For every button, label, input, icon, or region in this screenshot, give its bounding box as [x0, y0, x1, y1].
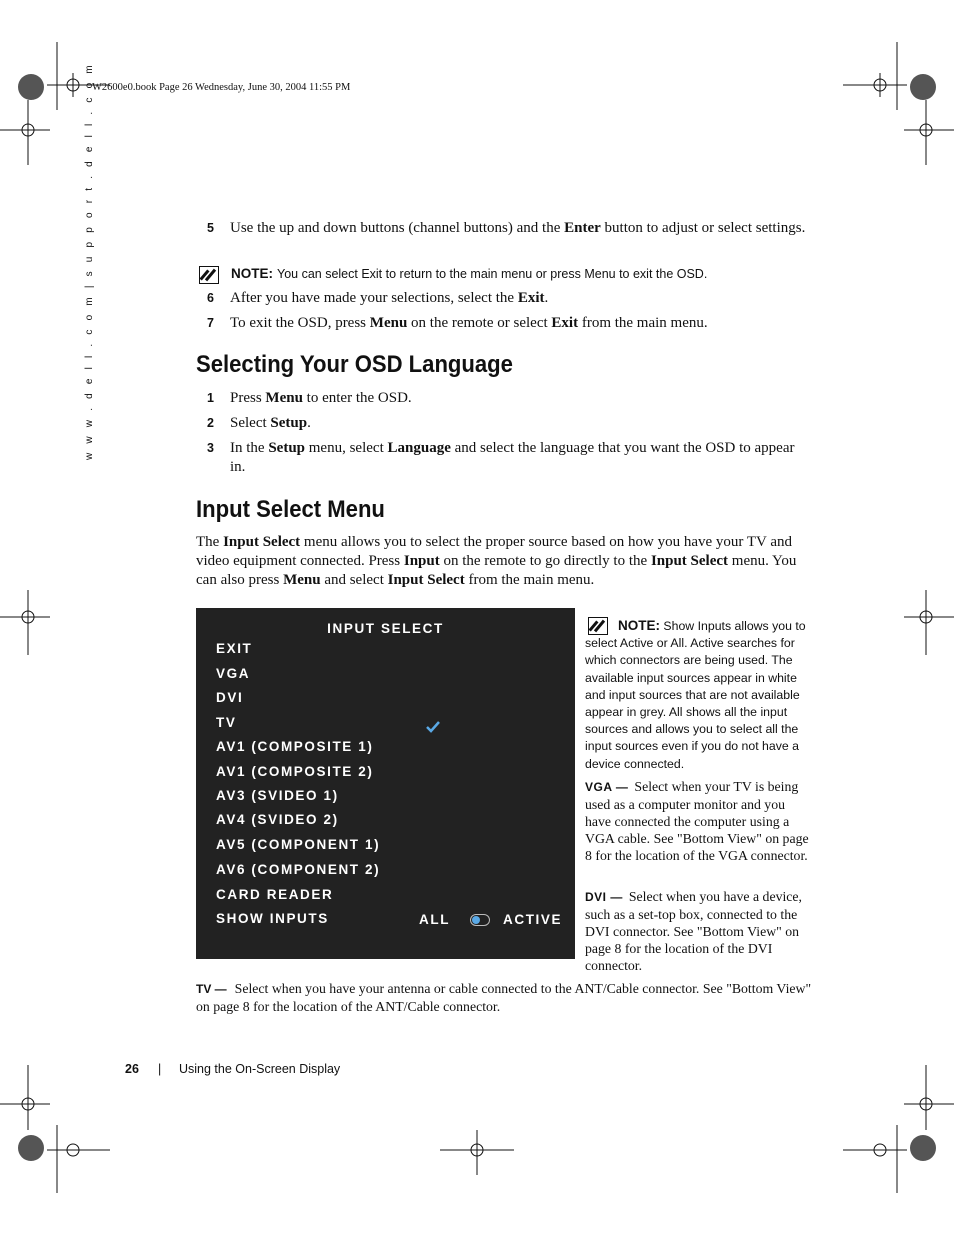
- desc-text: Select when your TV is being used as a computer monitor and you have connected the computer using a VGA cable. See "Bottom View" on page 8 for the location of the VGA connector.: [585, 779, 809, 863]
- osd-item-av6-component-2[interactable]: AV6 (COMPONENT 2): [216, 862, 381, 877]
- step-keyword: Enter: [564, 220, 601, 236]
- step-number: 6: [207, 291, 214, 305]
- osd-input-select-screen: [196, 608, 575, 959]
- page-number: 26: [125, 1062, 139, 1076]
- osd-item-av3-svideo-1[interactable]: AV3 (SVIDEO 1): [216, 788, 339, 803]
- step-text: .: [307, 415, 311, 431]
- para-text: on the remote to go directly to the: [439, 553, 651, 569]
- step-keyword: Exit: [551, 315, 579, 331]
- para-keyword: Input Select: [387, 572, 465, 588]
- osd-title: INPUT SELECT: [327, 621, 444, 636]
- osd-item-av5-component-1[interactable]: AV5 (COMPONENT 1): [216, 837, 381, 852]
- para-keyword: Input Select: [223, 534, 301, 550]
- step-text: to enter the OSD.: [302, 390, 412, 406]
- term-tv: TV —: [196, 982, 227, 996]
- section-heading-osd-language: Selecting Your OSD Language: [196, 351, 513, 378]
- toggle-icon[interactable]: [470, 914, 490, 926]
- para-text: and select: [320, 572, 388, 588]
- osd-item-tv[interactable]: TV: [216, 715, 237, 730]
- step-keyword: Exit: [517, 290, 545, 306]
- step-keyword: Menu: [265, 390, 303, 406]
- step-number: 3: [207, 441, 214, 455]
- para-text: from the main menu.: [464, 572, 595, 588]
- step-keyword: Setup: [268, 440, 306, 456]
- osd-item-av1-composite-1[interactable]: AV1 (COMPOSITE 1): [216, 739, 374, 754]
- osd-option-active[interactable]: ACTIVE: [503, 912, 563, 927]
- step-keyword: Language: [387, 440, 451, 456]
- step-keyword: Setup: [270, 415, 308, 431]
- sidebar-url: w w w . d e l l . c o m | s u p p o r t . d e l l . c o m: [84, 62, 95, 460]
- note-label: NOTE:: [231, 266, 273, 281]
- step-number: 5: [207, 221, 214, 235]
- step-text: Use the up and down buttons (channel buttons) and the: [230, 220, 565, 236]
- note-text: You can select Exit to return to the main menu or press Menu to exit the OSD.: [277, 267, 708, 281]
- para-text: menu. You can also press: [196, 553, 797, 588]
- step-text: menu, select: [305, 440, 388, 456]
- checkmark-icon: [426, 720, 440, 734]
- dvi-description: [585, 888, 813, 974]
- osd-item-dvi[interactable]: DVI: [216, 690, 244, 705]
- show-inputs-note: [585, 617, 813, 773]
- vga-description: [585, 778, 813, 864]
- term-vga: VGA —: [585, 780, 629, 794]
- osd-item-exit[interactable]: EXIT: [216, 641, 253, 656]
- step-text: from the main menu.: [578, 315, 708, 331]
- osd-item-show-inputs[interactable]: SHOW INPUTS: [216, 911, 329, 926]
- note-text: Show Inputs allows you to select Active or All. Active searches for which connectors are being used. The available input sources appear in white and input sources that are not available appear in grey. All shows all the input sources and allows you to select all the input sources even if you do not have a device connected.: [585, 619, 806, 771]
- step-text: button to adjust or select settings.: [600, 220, 806, 236]
- desc-text: Select when you have your antenna or cable connected to the ANT/Cable connector. See "Bottom View" on page 8 for the location of the ANT/Cable connector.: [196, 981, 812, 1014]
- print-header: W2600e0.book Page 26 Wednesday, June 30, 2004 11:55 PM: [92, 82, 351, 93]
- step-number: 7: [207, 316, 214, 330]
- para-text: The: [196, 534, 224, 550]
- step-text: .: [544, 290, 549, 306]
- step-text: After you have made your selections, select the: [230, 290, 518, 306]
- para-text: menu allows you to select the proper source based on how you have your TV and video equipment connected. Press: [196, 534, 793, 569]
- step-number: 1: [207, 391, 214, 405]
- osd-item-av1-composite-2[interactable]: AV1 (COMPOSITE 2): [216, 764, 374, 779]
- step-text: Press: [230, 390, 266, 406]
- desc-text: Select when you have a device, such as a set-top box, connected to the DVI connector. See "Bottom View" on page 8 for the location of the DVI connector.: [585, 889, 802, 973]
- step-keyword: Menu: [369, 315, 408, 331]
- note-label: NOTE:: [618, 618, 660, 633]
- note-pencil-icon: [199, 266, 219, 284]
- step-text: on the remote or select: [407, 315, 552, 331]
- step-text: Select: [230, 415, 271, 431]
- para-keyword: Input Select: [650, 553, 729, 569]
- osd-item-vga[interactable]: VGA: [216, 666, 251, 681]
- osd-item-av4-svideo-2[interactable]: AV4 (SVIDEO 2): [216, 812, 339, 827]
- section-heading-input-select: Input Select Menu: [196, 496, 385, 523]
- term-dvi: DVI —: [585, 890, 623, 904]
- step-number: 2: [207, 416, 214, 430]
- para-keyword: Menu: [283, 572, 321, 588]
- step-text: To exit the OSD, press: [230, 315, 370, 331]
- step-text: and select the language that you want the OSD to appear in.: [230, 440, 795, 475]
- step-text: In the: [230, 440, 269, 456]
- osd-option-all[interactable]: ALL: [419, 912, 451, 927]
- note: [231, 266, 707, 281]
- footer-separator: |: [158, 1062, 162, 1076]
- osd-item-card-reader[interactable]: CARD READER: [216, 887, 334, 902]
- input-select-intro: [196, 533, 814, 590]
- para-keyword: Input: [403, 553, 440, 569]
- tv-description: [196, 980, 814, 1015]
- footer-chapter: Using the On-Screen Display: [179, 1062, 341, 1076]
